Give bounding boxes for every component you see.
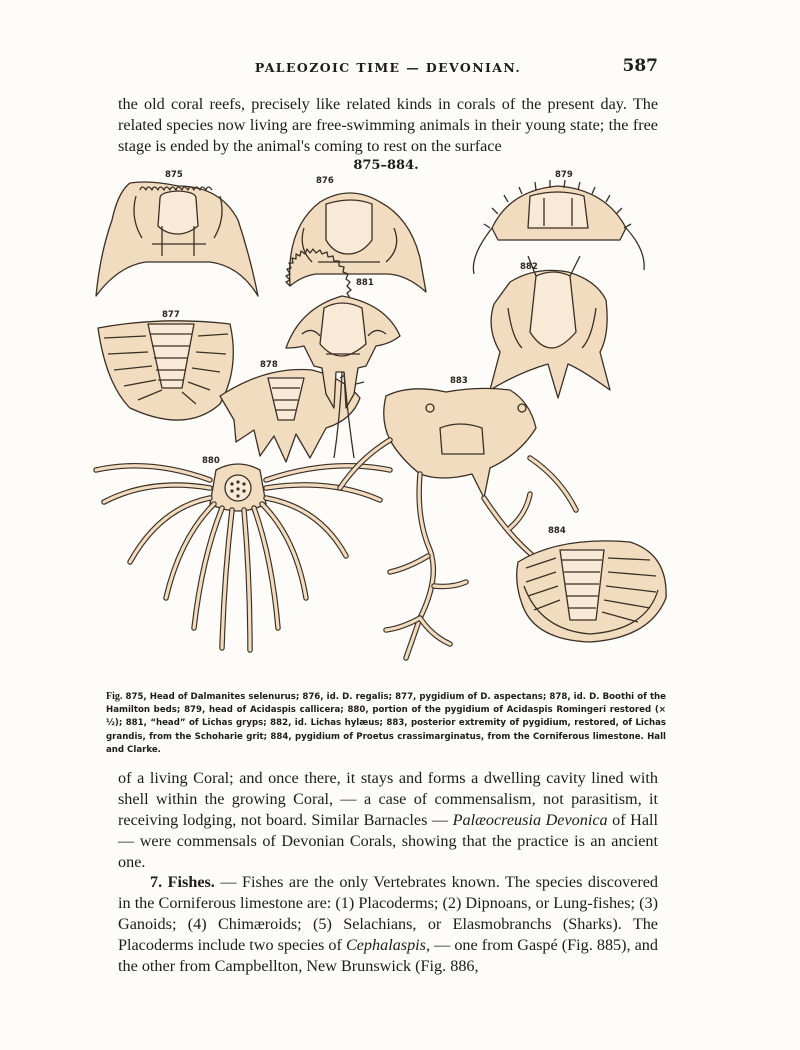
genus-name: Palæocreusia (452, 811, 542, 829)
genus-cephalaspis: Cephalaspis (345, 936, 426, 954)
figure-number-877: 877 (162, 310, 180, 320)
trilobite-head-879 (473, 180, 644, 274)
caption-lead: Fig. (106, 691, 123, 702)
figure-number-875: 875 (165, 170, 183, 180)
trilobite-head-876 (286, 193, 426, 310)
figure-number-882: 882 (520, 262, 538, 272)
plate-label: 875–884. (353, 158, 419, 173)
section-title-fishes: 7. Fishes. (150, 873, 215, 891)
fishes-paragraph (118, 872, 658, 977)
figure-number-876: 876 (316, 176, 334, 186)
fishes-text-b: , — one from Gaspé (Fig. 885), and the other from Campbellton, New Brunswick (Fig. 886, (118, 936, 658, 975)
top-paragraph: the old coral reefs, precisely like related kinds in corals of the present day. The related species now living are free-swimming animals in their young state; the free stage is ended by the animal's coming to rest on the surface (118, 95, 658, 155)
running-title: PALEOZOIC TIME — DEVONIAN. (254, 60, 522, 75)
figure-caption (106, 690, 666, 757)
fossil-plate-figure (90, 158, 670, 684)
middle-paragraph (118, 768, 658, 873)
fishes-text-a: — Fishes are the only Vertebrates known. The species discovered in the Corniferous limestone are: (1) Placoderms; (2) Dipnoans, or Lung-fishes; (3) Ganoids; (4) Chimæroids; (5) Selachians, or Elasmobranchs (Sharks). The Placoderms include two species of (118, 873, 658, 954)
figure-number-878: 878 (260, 360, 278, 370)
figure-number-883: 883 (450, 376, 468, 386)
trilobite-head-875 (96, 182, 258, 296)
figure-number-880: 880 (202, 456, 220, 466)
page-number: 587 (622, 56, 658, 76)
figure-number-881: 881 (356, 278, 374, 288)
species-name: Devonica (545, 811, 608, 829)
figure-number-879: 879 (555, 170, 573, 180)
middle-text-b: of Hall — were commensals of Devonian Corals, showing that the practice is an ancient one. (118, 811, 658, 871)
pygidium-884 (517, 541, 666, 642)
pygidium-880 (96, 464, 390, 650)
middle-text-a: of a living Coral; and once there, it stays and forms a dwelling cavity lined with shell within the growing Coral, — a case of commensalism, not parasitism, it receiving lodging, not board. Similar Barnacles — (118, 769, 658, 829)
page-header (118, 56, 658, 84)
pygidium-877 (98, 321, 233, 420)
figure-number-884: 884 (548, 526, 566, 536)
trilobite-head-882 (490, 256, 610, 398)
fossil-illustrations (90, 158, 670, 684)
caption-text: 875, Head of Dalmanites selenurus; 876, id. D. regalis; 877, pygidium of D. aspectans; 878, id. D. Boothi of the Hamilton beds; 879, head of Acidaspis callicera; 880, portion of the pygidium of Acidaspis Romingeri restored (× ½); 881, “head” of Lichas gryps; 882, id. Lichas hylæus; 883, posterior extremity of pygidium, restored, of Lichas grandis, from the Schoharie grit; 884, pygidium of Proetus crassimarginatus, from the Corniferous limestone. Hall and Clarke. (106, 692, 666, 755)
